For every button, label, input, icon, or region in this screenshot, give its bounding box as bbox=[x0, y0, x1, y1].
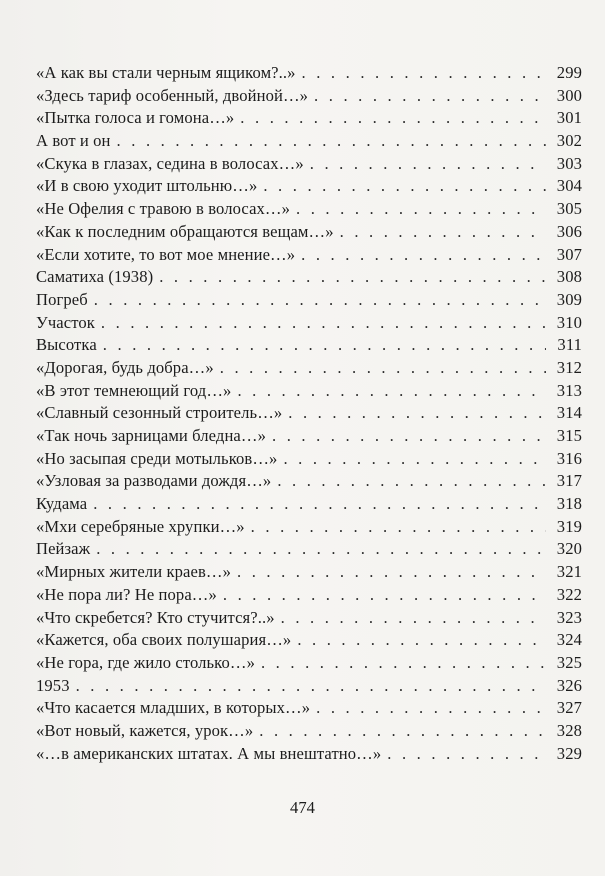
toc-entry-title: «Если хотите, то вот мое мнение…» bbox=[36, 244, 296, 264]
dot-leader bbox=[159, 266, 546, 289]
dot-leader bbox=[251, 516, 546, 539]
dot-leader bbox=[94, 289, 546, 312]
toc-entry bbox=[36, 470, 582, 493]
toc-entry-title: Пейзаж bbox=[36, 539, 91, 559]
toc-entry-page: 304 bbox=[556, 176, 582, 196]
dot-leader bbox=[302, 62, 546, 85]
toc-entry-title: «Так ночь зарницами бледна…» bbox=[36, 426, 266, 445]
dot-leader bbox=[103, 334, 546, 357]
toc-entry bbox=[36, 697, 582, 720]
toc-entry bbox=[36, 334, 582, 357]
toc-entry bbox=[36, 312, 582, 335]
toc-entry-title: Саматиха (1938) bbox=[36, 267, 154, 287]
toc-entry-page: 317 bbox=[556, 471, 582, 491]
dot-leader bbox=[223, 584, 546, 607]
dot-leader bbox=[263, 175, 546, 198]
toc-entry-page: 314 bbox=[556, 403, 582, 423]
toc-entry-page: 303 bbox=[556, 153, 582, 173]
toc-entry bbox=[36, 629, 582, 652]
toc-entry-page: 302 bbox=[556, 131, 582, 151]
toc-entry bbox=[36, 584, 582, 607]
toc-entry bbox=[36, 743, 582, 766]
dot-leader bbox=[117, 130, 546, 153]
toc-entry-page: 310 bbox=[556, 312, 582, 332]
toc-entry-title: «Мирных жители краев…» bbox=[36, 562, 231, 582]
dot-leader bbox=[220, 357, 546, 380]
toc-entry bbox=[36, 357, 582, 380]
toc-entry-page: 300 bbox=[556, 85, 582, 105]
dot-leader bbox=[261, 652, 546, 675]
toc-entry-page: 323 bbox=[556, 607, 582, 627]
toc-entry-page: 321 bbox=[556, 562, 582, 582]
toc-entry bbox=[36, 85, 582, 108]
toc-entry bbox=[36, 130, 582, 153]
toc-entry-title: «Скука в глазах, седина в волосах…» bbox=[36, 153, 304, 173]
dot-leader bbox=[96, 538, 546, 561]
page-number: 474 bbox=[290, 798, 315, 817]
toc-entry bbox=[36, 561, 582, 584]
toc-entry bbox=[36, 198, 582, 221]
toc-entry-page: 301 bbox=[556, 108, 582, 128]
toc-entry bbox=[36, 266, 582, 289]
toc-entry-page: 319 bbox=[556, 516, 582, 536]
toc-entry-title: «Как к последним обращаются вещам…» bbox=[36, 221, 334, 241]
toc-entry bbox=[36, 380, 582, 403]
toc-entry-title: «Что касается младших, в которых…» bbox=[36, 698, 311, 718]
toc-entry-page: 327 bbox=[556, 698, 582, 718]
toc-entry-page: 324 bbox=[556, 630, 582, 650]
toc-entry-page: 308 bbox=[556, 267, 582, 287]
toc-entry-page: 309 bbox=[556, 289, 582, 309]
dot-leader bbox=[281, 607, 546, 630]
dot-leader bbox=[340, 221, 546, 244]
toc-entry-page: 313 bbox=[556, 380, 582, 400]
dot-leader bbox=[240, 107, 546, 130]
dot-leader bbox=[316, 697, 546, 720]
toc-entry-title: «А как вы стали черным ящиком?..» bbox=[36, 63, 296, 82]
toc-entry-page: 306 bbox=[556, 221, 582, 241]
toc-entry-title: «В этот темнеющий год…» bbox=[36, 380, 232, 400]
toc-entry-page: 318 bbox=[556, 494, 582, 514]
toc-entry-title: «Вот новый, кажется, урок…» bbox=[36, 720, 254, 740]
toc-entry-title: «Кажется, оба своих полушария…» bbox=[36, 630, 292, 650]
toc-entry bbox=[36, 516, 582, 539]
dot-leader bbox=[283, 448, 546, 471]
toc-entry-page: 312 bbox=[556, 357, 582, 377]
toc-entry-title: «Здесь тариф особенный, двойной…» bbox=[36, 85, 309, 105]
toc-entry-title: «Дорогая, будь добра…» bbox=[36, 357, 214, 377]
toc-entry bbox=[36, 62, 582, 85]
toc-entry bbox=[36, 402, 582, 425]
toc-entry bbox=[36, 107, 582, 130]
toc-entry-title: А вот и он bbox=[36, 131, 111, 151]
toc-entry-title: Погреб bbox=[36, 289, 88, 309]
toc-entry-page: 311 bbox=[557, 335, 582, 355]
toc-entry-title: «Не пора ли? Не пора…» bbox=[36, 584, 217, 604]
toc-entry bbox=[36, 175, 582, 198]
dot-leader bbox=[310, 153, 546, 176]
toc-entry bbox=[36, 652, 582, 675]
toc-entry bbox=[36, 425, 582, 448]
toc-entry-page: 328 bbox=[556, 720, 582, 740]
toc-entry-page: 315 bbox=[556, 426, 582, 445]
dot-leader bbox=[301, 244, 546, 267]
toc-entry-title: Кудама bbox=[36, 494, 88, 514]
toc-entry bbox=[36, 244, 582, 267]
toc-entry-title: «Но засыпая среди мотыльков…» bbox=[36, 448, 278, 468]
dot-leader bbox=[237, 380, 546, 403]
toc-entry-title: Высотка bbox=[36, 335, 97, 355]
toc-entry-page: 329 bbox=[556, 743, 582, 763]
dot-leader bbox=[259, 720, 546, 743]
toc-entry-title: «Мхи серебряные хрупки…» bbox=[36, 516, 245, 536]
toc-entry bbox=[36, 607, 582, 630]
toc-entry-page: 326 bbox=[556, 675, 582, 695]
toc-entry-title: «Что скребется? Кто стучится?..» bbox=[36, 607, 275, 627]
toc-entry bbox=[36, 538, 582, 561]
toc-entry-page: 316 bbox=[556, 448, 582, 468]
dot-leader bbox=[296, 198, 546, 221]
toc-entry bbox=[36, 289, 582, 312]
toc-entry-page: 305 bbox=[556, 199, 582, 219]
toc-entry-page: 322 bbox=[556, 584, 582, 604]
toc-entry-title: «Славный сезонный строитель…» bbox=[36, 403, 283, 423]
toc-entry-page: 320 bbox=[556, 539, 582, 559]
dot-leader bbox=[314, 85, 546, 108]
toc-entry bbox=[36, 153, 582, 176]
toc-entry-title: «Пытка голоса и гомона…» bbox=[36, 108, 235, 128]
toc-entry-title: «И в свою уходит штольню…» bbox=[36, 176, 258, 196]
dot-leader bbox=[76, 675, 546, 698]
toc-entry-page: 325 bbox=[556, 652, 582, 672]
toc-entry-title: 1953 bbox=[36, 675, 70, 695]
table-of-contents bbox=[36, 62, 582, 765]
toc-entry-title: «Не гора, где жило столько…» bbox=[36, 652, 255, 672]
dot-leader bbox=[101, 312, 546, 335]
dot-leader bbox=[237, 561, 546, 584]
toc-entry bbox=[36, 493, 582, 516]
toc-entry-title: «Узловая за разводами дождя…» bbox=[36, 471, 272, 491]
dot-leader bbox=[277, 470, 546, 493]
toc-entry-title: «…в американских штатах. А мы внештатно…» bbox=[36, 743, 382, 763]
toc-entry bbox=[36, 448, 582, 471]
dot-leader bbox=[288, 402, 546, 425]
toc-entry-title: «Не Офелия с травою в волосах…» bbox=[36, 199, 291, 219]
toc-entry bbox=[36, 675, 582, 698]
toc-entry-title: Участок bbox=[36, 312, 95, 332]
dot-leader bbox=[272, 425, 546, 448]
toc-entry-page: 307 bbox=[556, 244, 582, 264]
toc-entry-page: 299 bbox=[556, 63, 582, 82]
toc-entry bbox=[36, 221, 582, 244]
dot-leader bbox=[387, 743, 546, 766]
toc-entry bbox=[36, 720, 582, 743]
dot-leader bbox=[297, 629, 546, 652]
dot-leader bbox=[93, 493, 546, 516]
